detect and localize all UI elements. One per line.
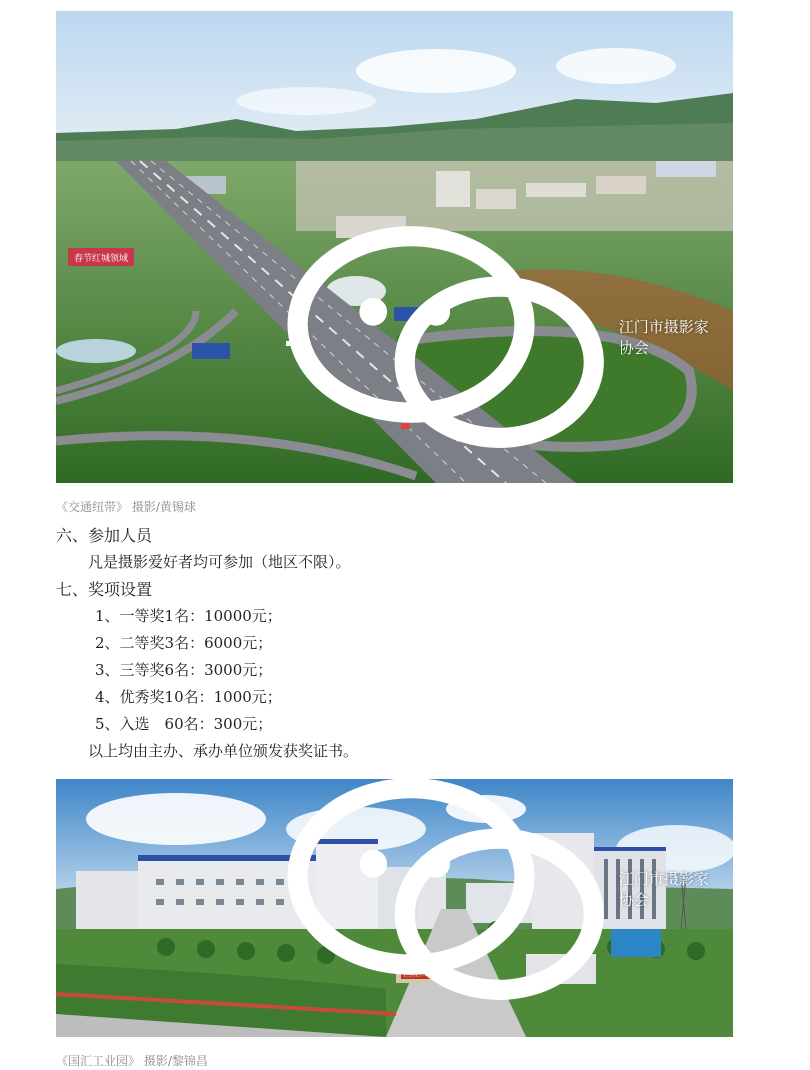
section-heading-awards: 七、奖项设置 bbox=[56, 580, 153, 599]
award-item: 5、入选 60名：300元； bbox=[95, 715, 273, 733]
section-heading-participants: 六、参加人员 bbox=[56, 526, 153, 545]
participants-text: 凡是摄影爱好者均可参加（地区不限）。 bbox=[88, 553, 351, 571]
award-item: 1、一等奖1名：10000元； bbox=[95, 607, 282, 625]
award-item: 3、三等奖6名：3000元； bbox=[95, 661, 273, 679]
industrial-park-photo bbox=[56, 779, 733, 1037]
photo-caption: 《交通纽带》 摄影/黄锡球 bbox=[56, 500, 196, 514]
interchange-photo bbox=[56, 11, 733, 483]
watermark-text: 江门市摄影家协会 bbox=[618, 317, 709, 357]
award-item: 2、二等奖3名：6000元； bbox=[95, 634, 273, 652]
watermark bbox=[285, 211, 711, 463]
wechat-icon bbox=[285, 211, 613, 463]
wechat-icon bbox=[285, 779, 613, 1015]
awards-closing-text: 以上均由主办、承办单位颁发获奖证书。 bbox=[88, 742, 359, 760]
billboard-text: 春节红城领域 bbox=[73, 254, 129, 264]
watermark-text: 江门市摄影家协会 bbox=[618, 869, 709, 909]
gate-sign-text: 国汇工业园 bbox=[403, 969, 449, 979]
watermark bbox=[285, 779, 711, 1015]
photo-caption: 《国汇工业园》 摄影/黎锦昌 bbox=[56, 1054, 208, 1068]
award-item: 4、优秀奖10名：1000元； bbox=[95, 688, 282, 706]
